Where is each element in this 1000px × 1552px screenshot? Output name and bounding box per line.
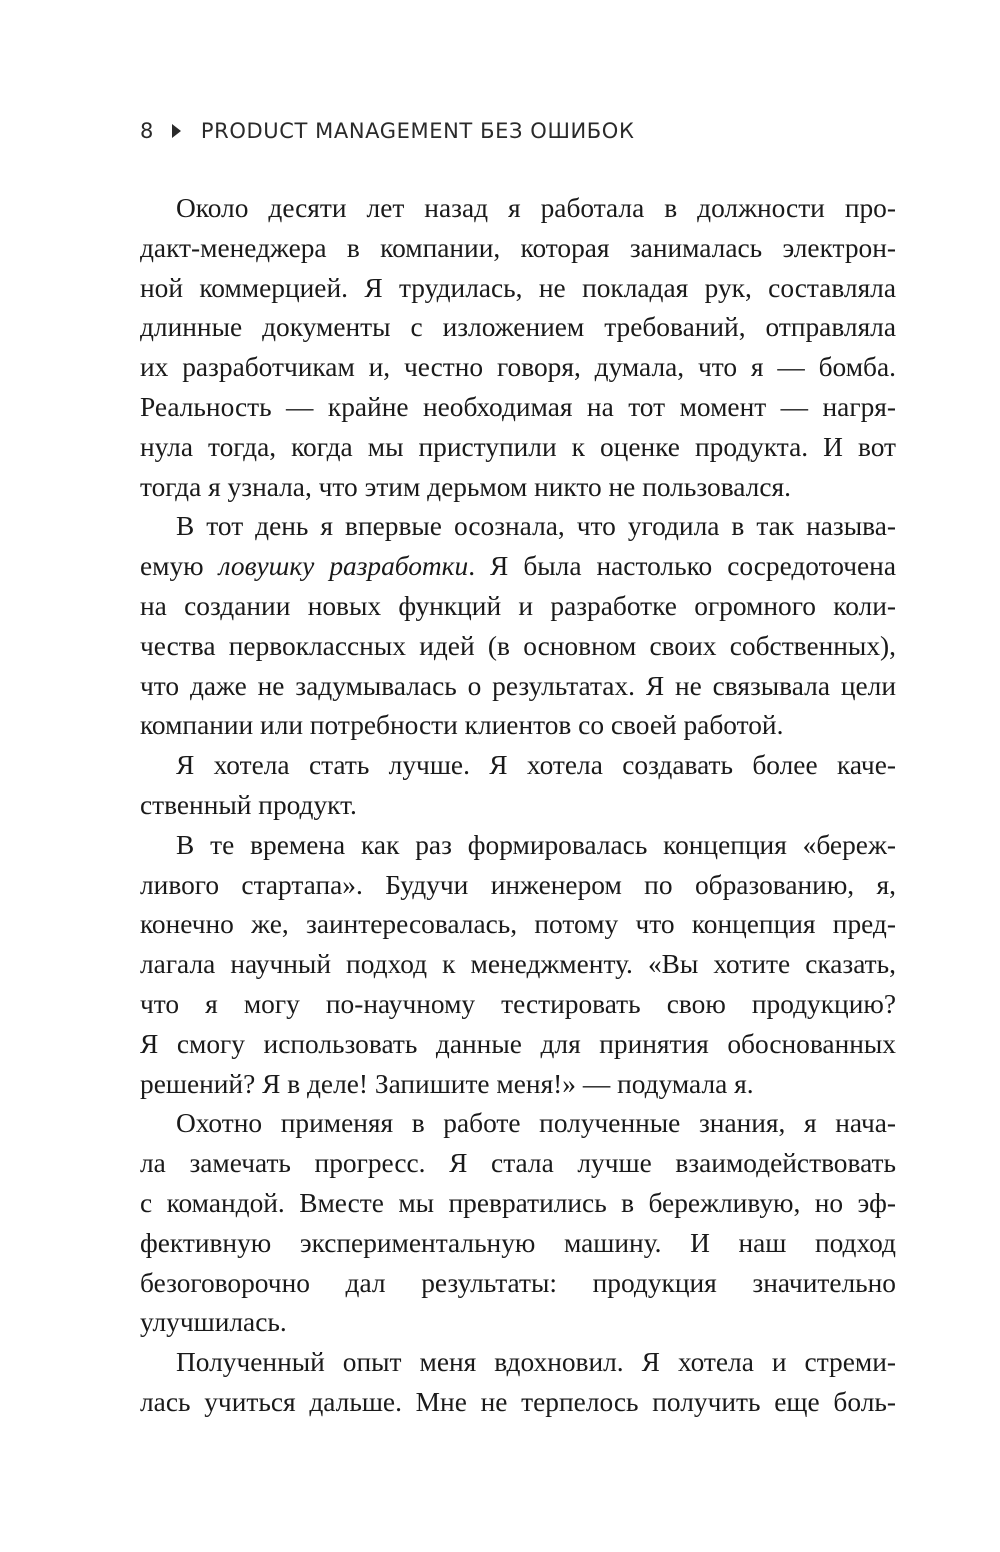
- text-line: дакт-менеджера в компании, которая занималась электрон-: [140, 232, 896, 263]
- text-line: лась учиться дальше. Мне не терпелось получить еще боль-: [140, 1386, 896, 1417]
- text-line: тогда я узнала, что этим дерьмом никто не пользовался.: [140, 471, 791, 502]
- text-line: что я могу по-научному тестировать свою продукцию?: [140, 988, 896, 1019]
- running-head: [140, 116, 634, 146]
- emphasized-term: ловушку разработки: [218, 551, 469, 582]
- book-title: PRODUCT MANAGEMENT БЕЗ ОШИБОК: [200, 119, 635, 143]
- text-line: ла замечать прогресс. Я стала лучше взаимодействовать: [140, 1148, 896, 1179]
- text-line: нула тогда, когда мы приступили к оценке продукта. И вот: [140, 431, 896, 462]
- text-line: с командой. Вместе мы превратились в бережливую, но эф-: [140, 1187, 896, 1218]
- text-line: В те времена как раз формировалась концепция «береж-: [176, 829, 896, 860]
- text-line: Я хотела стать лучше. Я хотела создавать более каче-: [176, 750, 896, 781]
- text-line: безоговорочно дал результаты: продукция значительно: [140, 1267, 896, 1298]
- text-line: на создании новых функций и разработке огромного коли-: [140, 590, 896, 621]
- text-line: конечно же, заинтересовалась, потому что концепция пред-: [140, 909, 896, 940]
- page-number: 8: [140, 119, 154, 143]
- text-line-with-emphasis: [140, 547, 896, 587]
- text-line: Полученный опыт меня вдохновил. Я хотела и стреми-: [176, 1347, 896, 1378]
- text-line: компании или потребности клиентов со своей работой.: [140, 710, 784, 741]
- paragraph-5: [140, 1104, 896, 1343]
- text-line: улучшилась.: [140, 1307, 287, 1338]
- text-line: Я смогу использовать данные для принятия обоснованных: [140, 1028, 896, 1059]
- text-line: длинные документы с изложением требований, отправляла: [140, 312, 896, 343]
- text-line: чества первоклассных идей (в основном своих собственных),: [140, 630, 896, 661]
- text-line: ной коммерцией. Я трудилась, не покладая рук, составляла: [140, 272, 896, 303]
- paragraph-3: [140, 746, 896, 826]
- triangle-right-icon: [172, 124, 181, 138]
- paragraph-1: [140, 189, 896, 507]
- text-line: Охотно применяя в работе полученные знания, я нача-: [176, 1108, 896, 1139]
- text-line: лагала научный подход к менеджменту. «Вы хотите сказать,: [140, 949, 896, 980]
- text-line: их разработчикам и, честно говоря, думала, что я — бомба.: [140, 352, 896, 383]
- text-run: . Я была настолько сосредоточена: [468, 551, 896, 582]
- text-line: что даже не задумывалась о результатах. Я не связывала цели: [140, 670, 896, 701]
- body-text: [140, 189, 896, 1423]
- text-line: ственный продукт.: [140, 789, 357, 820]
- text-run: емую: [140, 551, 219, 582]
- text-line: Реальность — крайне необходимая на тот момент — нагря-: [140, 391, 896, 422]
- text-line: фективную экспериментальную машину. И наш подход: [140, 1227, 896, 1258]
- paragraph-2: [140, 507, 896, 746]
- text-line: ливого стартапа». Будучи инженером по образованию, я,: [140, 869, 896, 900]
- text-line: решений? Я в деле! Запишите меня!» — подумала я.: [140, 1068, 754, 1099]
- text-line: Около десяти лет назад я работала в должности про-: [176, 193, 896, 223]
- paragraph-4: [140, 826, 896, 1105]
- paragraph-6: [140, 1343, 896, 1423]
- text-line: В тот день я впервые осознала, что угодила в так называ-: [176, 511, 896, 542]
